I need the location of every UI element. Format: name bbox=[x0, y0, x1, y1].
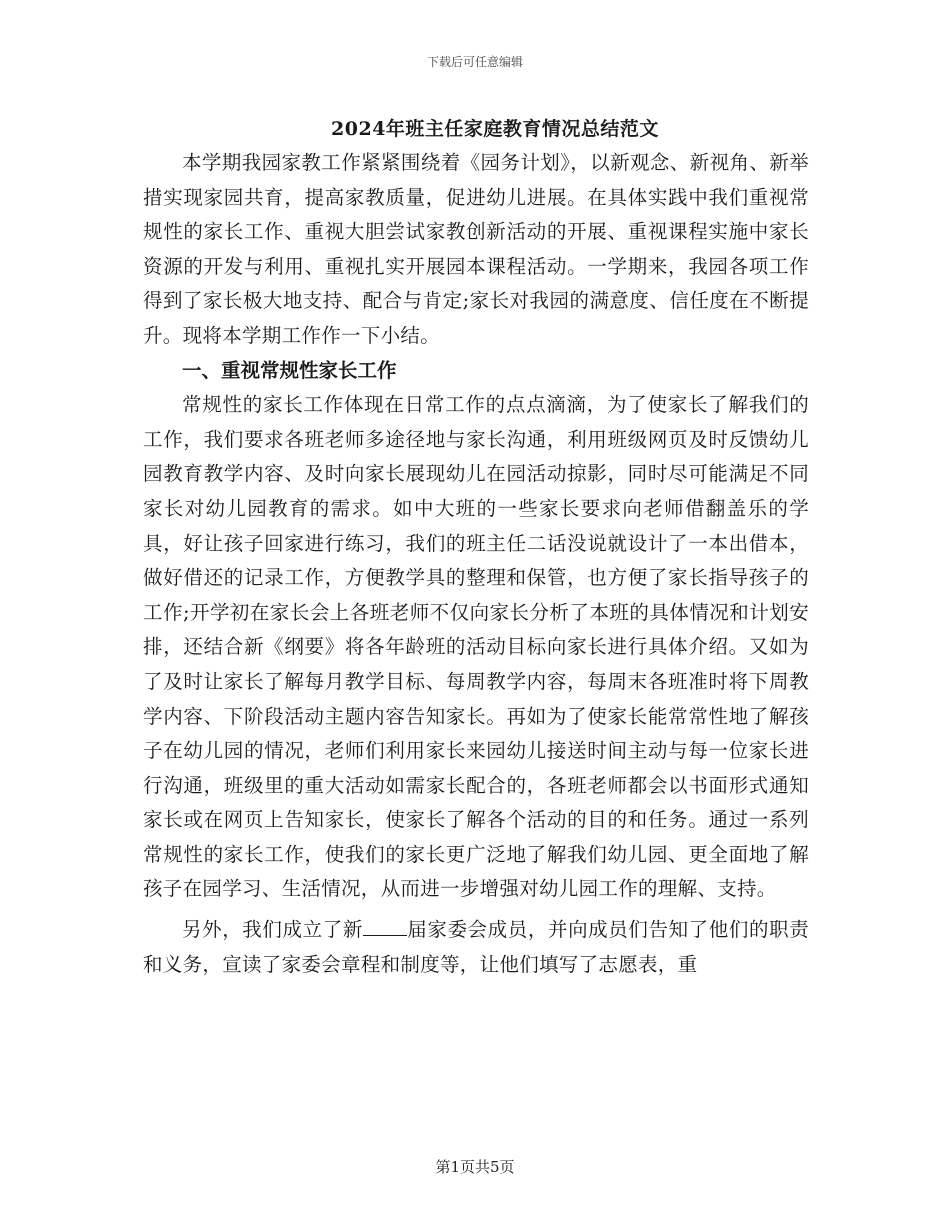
document-title: 2024年班主任家庭教育情况总结范文 bbox=[331, 118, 659, 140]
section-heading: 一、重视常规性家长工作 bbox=[182, 358, 397, 382]
body-paragraph: 常规性的家长工作体现在日常工作的点点滴滴，为了使家长了解我们的工作，我们要求各班老师多途径地与家长沟通，利用班级网页及时反馈幼儿园教育教学内容、及时向家长展现幼儿在园活动掠影，同时尽可能满足不同家长对幼儿园教育的需求。如中大班的一些家长要求向老师借翻盖乐的学具，好让孩子回家进行练习，我们的班主任二话没说就设计了一本出借本，做好借还的记录工作，方便教学具的整理和保管，也方便了家长指导孩子的工作;开学初在家长会上各班老师不仅向家长分析了本班的具体情况和计划安排，还结合新《纲要》将各年龄班的活动目标向家长进行具体介绍。又如为了及时让家长了解每月教学目标、每周教学内容，每周末各班准时将下周教学内容、下阶段活动主题内容告知家长。再如为了使家长能常常性地了解孩子在幼儿园的情况，老师们利用家长来园幼儿接送时间主动与每一位家长进行沟通，班级里的重大活动如需家长配合的，各班老师都会以书面形式通知家长或在网页上告知家长，使家长了解各个活动的目的和任务。通过一系列常规性的家长工作，使我们的家长更广泛地了解我们幼儿园、更全面地了解孩子在园学习、生活情况，从而进一步增强对幼儿园工作的理解、支持。 bbox=[143, 393, 809, 901]
header-note: 下载后可任意编辑 bbox=[426, 55, 523, 69]
last-paragraph-start: 另外，我们成立了新 bbox=[182, 918, 363, 942]
page-footer: 第1页共5页 bbox=[435, 1158, 515, 1176]
intro-paragraph: 本学期我园家教工作紧紧围绕着《园务计划》，以新观念、新视角、新举措实现家园共育，提高家教质量，促进幼儿进展。在具体实践中我们重视常规性的家长工作、重视大胆尝试家教创新活动的开展、重视课程实施中家长资源的开发与利用、重视扎实开展园本课程活动。一学期来，我园各项工作得到了家长极大地支持、配合与肯定;家长对我园的满意度、信任度在不断提升。现将本学期工作作一下小结。 bbox=[143, 151, 809, 347]
document-body bbox=[143, 146, 809, 982]
last-paragraph-end: 届家委会成员，并向成员们告知了他们的职责和义务，宣读了家委会章程和制度等，让他们填写了志愿表，重 bbox=[143, 918, 809, 976]
blank-underline bbox=[363, 917, 407, 936]
last-paragraph bbox=[143, 913, 809, 982]
